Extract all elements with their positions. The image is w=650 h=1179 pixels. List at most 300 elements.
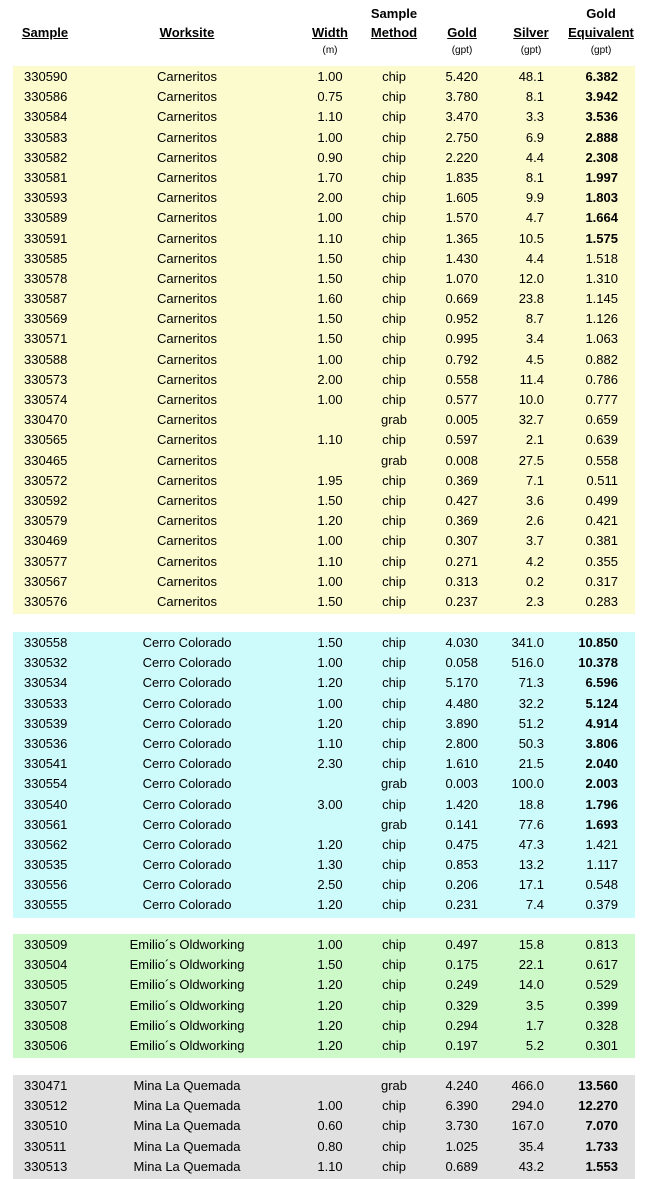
method-cell: grab [380, 1078, 408, 1093]
method-cell: chip [382, 472, 406, 488]
width-cell: 1.20 [317, 1017, 343, 1033]
gold-equivalent-cell: 3.536 [585, 109, 618, 125]
worksite-cell: Carneritos [157, 109, 217, 125]
gold-cell: 3.730 [445, 1118, 478, 1134]
worksite-cell: Emilio´s Oldworking [129, 1037, 245, 1053]
width-cell: 1.70 [317, 169, 343, 185]
width-cell: 1.00 [317, 351, 343, 367]
gold-equivalent-cell: 0.381 [585, 533, 618, 549]
gold-equivalent-cell: 3.942 [585, 89, 618, 105]
gold-equivalent-cell: 0.617 [585, 957, 618, 973]
gold-equivalent-cell: 0.529 [585, 977, 618, 993]
table-row [13, 168, 635, 188]
gold-equivalent-cell: 6.596 [585, 675, 618, 691]
table-row [13, 855, 635, 875]
table-row [13, 1036, 635, 1056]
method-cell: chip [382, 230, 406, 246]
table-row [13, 975, 635, 995]
header-method-line1: Sample [370, 6, 418, 21]
method-cell: chip [382, 715, 406, 731]
table-row [13, 673, 635, 693]
worksite-cell: Cerro Colorado [142, 796, 232, 812]
sample-cell: 330469 [24, 533, 68, 549]
method-cell: grab [380, 412, 408, 428]
sample-cell: 330576 [24, 593, 68, 609]
sample-cell: 330588 [24, 351, 68, 367]
gold-cell: 0.249 [445, 977, 478, 993]
worksite-cell: Carneritos [157, 392, 217, 407]
gold-equivalent-cell: 5.124 [585, 695, 618, 711]
worksite-cell: Cerro Colorado [142, 735, 232, 751]
gold-cell: 0.577 [445, 392, 478, 407]
worksite-group [13, 934, 635, 1058]
gold-cell: 2.750 [445, 129, 478, 145]
gold-cell: 0.231 [445, 897, 478, 913]
method-cell: grab [380, 816, 408, 832]
gold-equivalent-cell: 1.693 [585, 816, 618, 832]
gold-cell: 3.890 [445, 715, 478, 731]
worksite-cell: Carneritos [157, 371, 217, 387]
silver-cell: 100.0 [511, 776, 544, 792]
silver-cell: 35.4 [518, 1138, 544, 1154]
gold-equivalent-cell: 0.317 [585, 573, 618, 589]
gold-equivalent-cell: 0.777 [585, 392, 618, 407]
method-cell: chip [382, 1158, 406, 1174]
worksite-cell: Mina La Quemada [133, 1098, 241, 1114]
gold-equivalent-cell: 1.575 [585, 230, 618, 246]
header-equiv-line2: Equivalent [568, 25, 634, 40]
worksite-cell: Mina La Quemada [133, 1078, 241, 1093]
gold-cell: 0.669 [445, 291, 478, 307]
width-cell: 1.10 [317, 230, 343, 246]
gold-cell: 0.853 [445, 857, 478, 873]
sample-cell: 330565 [24, 432, 68, 448]
method-cell: chip [382, 351, 406, 367]
sample-cell: 330589 [24, 210, 68, 226]
silver-cell: 10.5 [518, 230, 544, 246]
worksite-cell: Emilio´s Oldworking [129, 977, 245, 993]
gold-cell: 1.430 [445, 250, 478, 266]
table-header [0, 0, 650, 64]
width-cell: 1.20 [317, 675, 343, 691]
method-cell: chip [382, 210, 406, 226]
table-row [13, 269, 635, 289]
sample-cell: 330507 [24, 997, 68, 1013]
gold-cell: 0.141 [445, 816, 478, 832]
method-cell: chip [382, 250, 406, 266]
width-cell: 1.00 [317, 573, 343, 589]
worksite-cell: Cerro Colorado [142, 715, 232, 731]
gold-equivalent-cell: 13.560 [578, 1078, 618, 1093]
gold-cell: 0.271 [445, 553, 478, 569]
width-cell: 1.10 [317, 735, 343, 751]
worksite-cell: Cerro Colorado [142, 776, 232, 792]
gold-equivalent-cell: 1.733 [585, 1138, 618, 1154]
silver-cell: 4.2 [525, 553, 544, 569]
table-row [13, 471, 635, 491]
silver-cell: 0.2 [525, 573, 544, 589]
gold-cell: 5.170 [445, 675, 478, 691]
gold-cell: 0.313 [445, 573, 478, 589]
sample-cell: 330554 [24, 776, 68, 792]
silver-cell: 466.0 [511, 1078, 544, 1093]
width-cell: 0.90 [317, 149, 343, 165]
width-cell: 1.20 [317, 997, 343, 1013]
silver-cell: 4.4 [525, 149, 544, 165]
silver-cell: 2.3 [525, 593, 544, 609]
method-cell: chip [382, 69, 406, 84]
width-cell: 2.00 [317, 371, 343, 387]
sample-cell: 330561 [24, 816, 68, 832]
gold-equivalent-cell: 2.308 [585, 149, 618, 165]
width-cell: 1.10 [317, 432, 343, 448]
width-cell: 1.00 [317, 533, 343, 549]
table-row [13, 955, 635, 975]
silver-cell: 7.4 [525, 897, 544, 913]
gold-cell: 2.800 [445, 735, 478, 751]
worksite-cell: Carneritos [157, 250, 217, 266]
table-row [13, 87, 635, 107]
silver-cell: 71.3 [518, 675, 544, 691]
worksite-cell: Carneritos [157, 270, 217, 286]
gold-cell: 0.008 [445, 452, 478, 468]
gold-cell: 0.175 [445, 957, 478, 973]
width-cell: 1.10 [317, 553, 343, 569]
worksite-cell: Cerro Colorado [142, 897, 232, 913]
width-cell: 0.60 [317, 1118, 343, 1134]
method-cell: chip [382, 857, 406, 873]
method-cell: chip [382, 655, 406, 671]
table-row [13, 370, 635, 390]
method-cell: chip [382, 635, 406, 650]
table-row [13, 1116, 635, 1136]
table-row [13, 795, 635, 815]
sample-cell: 330571 [24, 331, 68, 347]
gold-equivalent-cell: 2.040 [585, 756, 618, 772]
gold-cell: 0.558 [445, 371, 478, 387]
sample-cell: 330555 [24, 897, 68, 913]
sample-cell: 330582 [24, 149, 68, 165]
table-row [13, 107, 635, 127]
gold-equivalent-cell: 0.558 [585, 452, 618, 468]
method-cell: chip [382, 492, 406, 508]
method-cell: chip [382, 796, 406, 812]
sample-cell: 330536 [24, 735, 68, 751]
silver-cell: 6.9 [525, 129, 544, 145]
silver-cell: 3.6 [525, 492, 544, 508]
silver-cell: 22.1 [518, 957, 544, 973]
sample-cell: 330556 [24, 877, 68, 893]
width-cell: 1.00 [317, 210, 343, 226]
table-row [13, 289, 635, 309]
method-cell: chip [382, 1118, 406, 1134]
method-cell: chip [382, 877, 406, 893]
gold-equivalent-cell: 1.421 [585, 836, 618, 852]
worksite-group [13, 632, 635, 918]
method-cell: chip [382, 735, 406, 751]
sample-cell: 330587 [24, 291, 68, 307]
sample-cell: 330504 [24, 957, 68, 973]
method-cell: grab [380, 452, 408, 468]
worksite-cell: Carneritos [157, 593, 217, 609]
silver-cell: 7.1 [525, 472, 544, 488]
sample-cell: 330534 [24, 675, 68, 691]
table-row [13, 875, 635, 895]
header-equiv-line1: Gold [586, 6, 616, 21]
gold-equivalent-cell: 3.806 [585, 735, 618, 751]
sample-cell: 330569 [24, 311, 68, 327]
width-cell: 1.00 [317, 392, 343, 407]
table-row [13, 309, 635, 329]
header-gold-unit: (gpt) [451, 45, 473, 56]
width-cell: 1.00 [317, 1098, 343, 1114]
table-row [13, 653, 635, 673]
gold-cell: 0.597 [445, 432, 478, 448]
width-cell: 1.60 [317, 291, 343, 307]
gold-equivalent-cell: 6.382 [585, 69, 618, 84]
method-cell: chip [382, 1138, 406, 1154]
width-cell: 1.50 [317, 331, 343, 347]
table-row [13, 390, 635, 410]
gold-equivalent-cell: 1.145 [585, 291, 618, 307]
worksite-cell: Cerro Colorado [142, 635, 232, 650]
header-width-unit: (m) [322, 45, 338, 56]
silver-cell: 23.8 [518, 291, 544, 307]
gold-cell: 6.390 [445, 1098, 478, 1114]
width-cell: 1.00 [317, 937, 343, 952]
sample-cell: 330541 [24, 756, 68, 772]
sample-cell: 330465 [24, 452, 68, 468]
gold-equivalent-cell: 0.813 [585, 937, 618, 952]
silver-cell: 13.2 [518, 857, 544, 873]
table-row [13, 531, 635, 551]
gold-equivalent-cell: 10.850 [578, 635, 618, 650]
method-cell: chip [382, 89, 406, 105]
width-cell: 1.50 [317, 270, 343, 286]
gold-equivalent-cell: 0.548 [585, 877, 618, 893]
table-row [13, 249, 635, 269]
table-row [13, 329, 635, 349]
method-cell: chip [382, 109, 406, 125]
method-cell: chip [382, 977, 406, 993]
worksite-cell: Carneritos [157, 210, 217, 226]
sample-cell: 330586 [24, 89, 68, 105]
gold-equivalent-cell: 0.379 [585, 897, 618, 913]
method-cell: chip [382, 1017, 406, 1033]
silver-cell: 51.2 [518, 715, 544, 731]
worksite-cell: Mina La Quemada [133, 1138, 241, 1154]
worksite-cell: Carneritos [157, 553, 217, 569]
worksite-cell: Carneritos [157, 472, 217, 488]
gold-cell: 0.058 [445, 655, 478, 671]
header-method-line2: Method [370, 25, 418, 40]
gold-equivalent-cell: 2.888 [585, 129, 618, 145]
width-cell: 1.20 [317, 513, 343, 529]
sample-cell: 330539 [24, 715, 68, 731]
silver-cell: 4.7 [525, 210, 544, 226]
gold-cell: 0.237 [445, 593, 478, 609]
sample-cell: 330470 [24, 412, 68, 428]
gold-cell: 1.025 [445, 1138, 478, 1154]
sample-cell: 330577 [24, 553, 68, 569]
method-cell: chip [382, 1098, 406, 1114]
table-row [13, 188, 635, 208]
width-cell: 1.30 [317, 857, 343, 873]
table-row [13, 1016, 635, 1036]
method-cell: chip [382, 573, 406, 589]
gold-cell: 0.792 [445, 351, 478, 367]
width-cell: 0.75 [317, 89, 343, 105]
table-row [13, 1076, 635, 1096]
gold-cell: 1.570 [445, 210, 478, 226]
gold-equivalent-cell: 0.328 [585, 1017, 618, 1033]
method-cell: chip [382, 371, 406, 387]
table-row [13, 128, 635, 148]
sample-cell: 330593 [24, 190, 68, 206]
table-row [13, 451, 635, 471]
width-cell: 1.00 [317, 695, 343, 711]
table-row [13, 67, 635, 87]
sample-cell: 330505 [24, 977, 68, 993]
width-cell: 0.80 [317, 1138, 343, 1154]
sample-cell: 330584 [24, 109, 68, 125]
gold-cell: 2.220 [445, 149, 478, 165]
width-cell: 1.20 [317, 977, 343, 993]
sample-cell: 330533 [24, 695, 68, 711]
table-row [13, 935, 635, 955]
table-row [13, 491, 635, 511]
sample-cell: 330585 [24, 250, 68, 266]
gold-cell: 0.197 [445, 1037, 478, 1053]
method-cell: chip [382, 513, 406, 529]
width-cell: 1.20 [317, 836, 343, 852]
worksite-cell: Cerro Colorado [142, 816, 232, 832]
gold-equivalent-cell: 1.796 [585, 796, 618, 812]
gold-equivalent-cell: 0.355 [585, 553, 618, 569]
method-cell: chip [382, 169, 406, 185]
header-worksite: Worksite [159, 25, 215, 40]
table-row [13, 1096, 635, 1116]
silver-cell: 18.8 [518, 796, 544, 812]
method-cell: chip [382, 836, 406, 852]
worksite-cell: Carneritos [157, 230, 217, 246]
worksite-cell: Carneritos [157, 149, 217, 165]
gold-equivalent-cell: 1.803 [585, 190, 618, 206]
table-row [13, 895, 635, 915]
gold-equivalent-cell: 0.786 [585, 371, 618, 387]
width-cell: 1.00 [317, 129, 343, 145]
gold-cell: 1.835 [445, 169, 478, 185]
worksite-cell: Carneritos [157, 452, 217, 468]
header-silver: Silver [513, 25, 549, 40]
gold-equivalent-cell: 0.301 [585, 1037, 618, 1053]
silver-cell: 27.5 [518, 452, 544, 468]
silver-cell: 32.7 [518, 412, 544, 428]
gold-cell: 0.294 [445, 1017, 478, 1033]
silver-cell: 341.0 [511, 635, 544, 650]
sample-cell: 330506 [24, 1037, 68, 1053]
silver-cell: 516.0 [511, 655, 544, 671]
gold-cell: 0.003 [445, 776, 478, 792]
worksite-cell: Carneritos [157, 89, 217, 105]
sample-cell: 330579 [24, 513, 68, 529]
gold-cell: 0.995 [445, 331, 478, 347]
gold-equivalent-cell: 1.310 [585, 270, 618, 286]
table-row [13, 1137, 635, 1157]
silver-cell: 2.1 [525, 432, 544, 448]
width-cell: 1.10 [317, 109, 343, 125]
width-cell: 1.50 [317, 250, 343, 266]
worksite-cell: Carneritos [157, 351, 217, 367]
width-cell: 1.50 [317, 957, 343, 973]
width-cell: 1.10 [317, 1158, 343, 1174]
width-cell: 1.95 [317, 472, 343, 488]
silver-cell: 50.3 [518, 735, 544, 751]
table-row [13, 734, 635, 754]
method-cell: chip [382, 270, 406, 286]
silver-cell: 2.6 [525, 513, 544, 529]
silver-cell: 14.0 [518, 977, 544, 993]
method-cell: chip [382, 190, 406, 206]
gold-equivalent-cell: 12.270 [578, 1098, 618, 1114]
sample-cell: 330581 [24, 169, 68, 185]
gold-cell: 0.369 [445, 472, 478, 488]
table-row [13, 410, 635, 430]
gold-cell: 0.497 [445, 937, 478, 952]
gold-cell: 1.365 [445, 230, 478, 246]
sample-cell: 330573 [24, 371, 68, 387]
sample-cell: 330578 [24, 270, 68, 286]
gold-cell: 0.427 [445, 492, 478, 508]
worksite-cell: Cerro Colorado [142, 655, 232, 671]
silver-cell: 4.5 [525, 351, 544, 367]
silver-cell: 8.7 [525, 311, 544, 327]
width-cell: 2.50 [317, 877, 343, 893]
table-row [13, 633, 635, 653]
gold-equivalent-cell: 7.070 [585, 1118, 618, 1134]
table-row [13, 714, 635, 734]
sample-cell: 330508 [24, 1017, 68, 1033]
worksite-cell: Mina La Quemada [133, 1158, 241, 1174]
gold-cell: 1.605 [445, 190, 478, 206]
worksite-cell: Emilio´s Oldworking [129, 1017, 245, 1033]
worksite-cell: Carneritos [157, 573, 217, 589]
gold-equivalent-cell: 4.914 [585, 715, 618, 731]
table-row [13, 754, 635, 774]
silver-cell: 3.3 [525, 109, 544, 125]
method-cell: chip [382, 553, 406, 569]
gold-cell: 0.206 [445, 877, 478, 893]
method-cell: chip [382, 331, 406, 347]
silver-cell: 8.1 [525, 169, 544, 185]
gold-cell: 3.780 [445, 89, 478, 105]
table-row [13, 774, 635, 794]
silver-cell: 3.7 [525, 533, 544, 549]
table-row [13, 815, 635, 835]
silver-cell: 5.2 [525, 1037, 544, 1053]
method-cell: chip [382, 392, 406, 407]
worksite-cell: Carneritos [157, 291, 217, 307]
sample-cell: 330591 [24, 230, 68, 246]
gold-cell: 0.329 [445, 997, 478, 1013]
gold-equivalent-cell: 1.063 [585, 331, 618, 347]
silver-cell: 294.0 [511, 1098, 544, 1114]
gold-equivalent-cell: 0.399 [585, 997, 618, 1013]
worksite-cell: Carneritos [157, 169, 217, 185]
worksite-cell: Mina La Quemada [133, 1118, 241, 1134]
gold-cell: 1.070 [445, 270, 478, 286]
worksite-cell: Carneritos [157, 331, 217, 347]
